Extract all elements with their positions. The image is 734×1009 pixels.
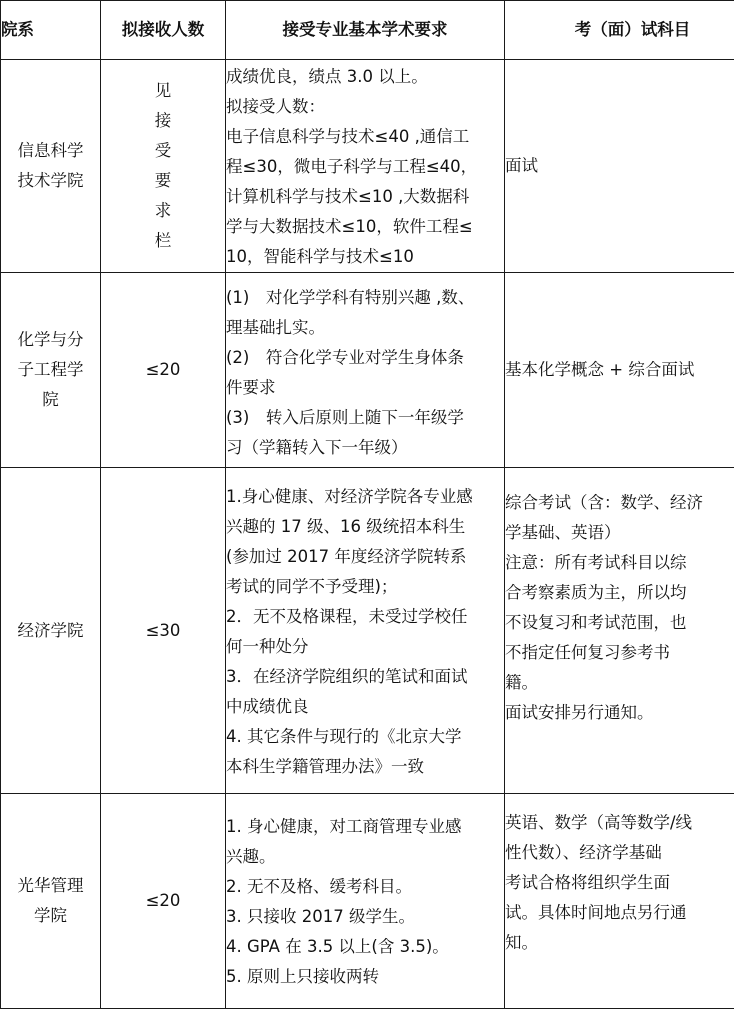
- requirement-line: 考试的同学不予受理)；: [226, 572, 504, 602]
- quota-cell: ≤30: [101, 468, 226, 794]
- table-row-info-science: [1, 60, 734, 273]
- college-line: 学院: [1, 901, 100, 931]
- table-row-guanghua: [1, 794, 734, 1009]
- exam-line: 不设复习和考试范围，也: [505, 608, 734, 638]
- exam-line: 性代数）、经济学基础: [505, 838, 734, 868]
- college-line: 院: [1, 385, 100, 415]
- exam-line: 英语、数学（高等数学/线: [505, 808, 734, 838]
- college-cell: [1, 273, 101, 468]
- exam-cell: [505, 60, 734, 273]
- requirement-line: 学与大数据技术≤10，软件工程≤: [226, 212, 504, 242]
- requirement-line: 3．在经济学院组织的笔试和面试: [226, 662, 504, 692]
- requirement-line: 本科生学籍管理办法》一致: [226, 752, 504, 782]
- header-row: [1, 1, 734, 60]
- quota-char: 接: [101, 106, 225, 136]
- exam-line: 面试安排另行通知。: [505, 698, 734, 728]
- exam-line: 考试合格将组织学生面: [505, 868, 734, 898]
- exam-line: 知。: [505, 928, 734, 958]
- exam-line: 基本化学概念 + 综合面试: [505, 355, 734, 385]
- requirement-line: 1. 身心健康，对工商管理专业感: [226, 812, 504, 842]
- college-line: 信息科学: [1, 136, 100, 166]
- requirements-cell: [226, 273, 505, 468]
- requirement-line: 理基础扎实。: [226, 313, 504, 343]
- requirement-line: 3. 只接收 2017 级学生。: [226, 902, 504, 932]
- requirement-line: 何一种处分: [226, 632, 504, 662]
- requirement-line: 10，智能科学与技术≤10: [226, 242, 504, 272]
- college-line: 子工程学: [1, 355, 100, 385]
- exam-cell: [505, 468, 734, 794]
- college-cell: [1, 468, 101, 794]
- exam-line: 注意：所有考试科目以综: [505, 548, 734, 578]
- header-requirements: 接受专业基本学术要求: [226, 1, 505, 60]
- requirement-line: 4. 其它条件与现行的《北京大学: [226, 722, 504, 752]
- exam-line: 试。具体时间地点另行通: [505, 898, 734, 928]
- exam-cell: [505, 273, 734, 468]
- requirement-line: 2. 无不及格、缓考科目。: [226, 872, 504, 902]
- exam-cell: [505, 794, 734, 1009]
- requirement-line: (3) 转入后原则上随下一年级学: [226, 403, 504, 433]
- requirements-cell: [226, 794, 505, 1009]
- requirement-line: 电子信息科学与技术≤40 ,通信工: [226, 122, 504, 152]
- college-line: 经济学院: [1, 616, 100, 646]
- college-line: 技术学院: [1, 166, 100, 196]
- quota-char: 受: [101, 136, 225, 166]
- requirement-line: 成绩优良，绩点 3.0 以上。: [226, 62, 504, 92]
- requirement-line: (1) 对化学学科有特别兴趣 ,数、: [226, 283, 504, 313]
- table-row-chemistry: [1, 273, 734, 468]
- exam-line: 合考察素质为主，所以均: [505, 578, 734, 608]
- quota-cell: ≤20: [101, 273, 226, 468]
- requirement-line: 习（学籍转入下一年级）: [226, 433, 504, 463]
- header-college: 院系: [1, 1, 101, 60]
- quota-cell: [101, 60, 226, 273]
- requirement-line: 件要求: [226, 373, 504, 403]
- college-line: 化学与分: [1, 325, 100, 355]
- header-quota: 拟接收人数: [101, 1, 226, 60]
- requirement-line: 中成绩优良: [226, 692, 504, 722]
- requirement-line: 拟接受人数：: [226, 92, 504, 122]
- exam-line: 学基础、英语）: [505, 518, 734, 548]
- college-cell: [1, 60, 101, 273]
- requirement-line: 4. GPA 在 3.5 以上(含 3.5)。: [226, 932, 504, 962]
- requirement-line: (参加过 2017 年度经济学院转系: [226, 542, 504, 572]
- requirement-line: 2．无不及格课程，未受过学校任: [226, 602, 504, 632]
- requirement-line: (2) 符合化学专业对学生身体条: [226, 343, 504, 373]
- table-row-economics: [1, 468, 734, 794]
- exam-line: 不指定任何复习参考书: [505, 638, 734, 668]
- requirement-line: 1.身心健康、对经济学院各专业感: [226, 482, 504, 512]
- quota-cell: ≤20: [101, 794, 226, 1009]
- header-exam: 考（面）试科目: [505, 1, 734, 60]
- college-cell: [1, 794, 101, 1009]
- requirement-line: 5. 原则上只接收两转: [226, 962, 504, 992]
- quota-char: 求: [101, 196, 225, 226]
- quota-char: 栏: [101, 226, 225, 256]
- requirement-line: 兴趣的 17 级、16 级统招本科生: [226, 512, 504, 542]
- quota-char: 要: [101, 166, 225, 196]
- college-line: 光华管理: [1, 871, 100, 901]
- requirement-line: 程≤30，微电子科学与工程≤40，: [226, 152, 504, 182]
- requirements-cell: [226, 468, 505, 794]
- requirement-line: 兴趣。: [226, 842, 504, 872]
- requirements-cell: [226, 60, 505, 273]
- exam-line: 面试: [505, 151, 734, 181]
- exam-line: 综合考试（含：数学、经济: [505, 488, 734, 518]
- exam-line: 籍。: [505, 668, 734, 698]
- quota-char: 见: [101, 76, 225, 106]
- requirement-line: 计算机科学与技术≤10 ,大数据科: [226, 182, 504, 212]
